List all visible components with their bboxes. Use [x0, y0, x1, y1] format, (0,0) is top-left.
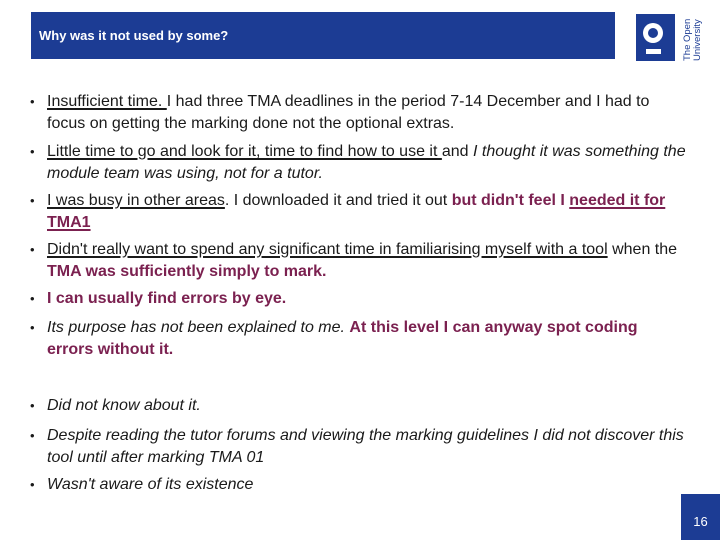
bullet-dot: • — [30, 291, 35, 306]
bullet-text-segment: Its purpose has not been explained to me. — [47, 319, 350, 336]
logo-text-line1: The Open — [682, 18, 693, 61]
bullet-text — [47, 425, 687, 469]
bullet-dot: • — [30, 320, 35, 335]
bullet-text — [47, 288, 687, 310]
logo-text-line2: University — [692, 19, 703, 61]
bullet-text-segment: Wasn't aware of its existence — [47, 476, 254, 493]
bullet-text-segment: Little time to go and look for it, time to find how to use it — [47, 143, 442, 160]
bullet-dot: • — [30, 428, 35, 443]
bullet-text — [47, 239, 687, 283]
page-number: 16 — [693, 514, 708, 529]
page-number-box — [681, 494, 720, 540]
bullet-text-segment: Did not know about it. — [47, 397, 201, 414]
bullet-text-segment: . I downloaded it and tried it out — [224, 192, 452, 209]
bullet-text — [47, 474, 687, 496]
bullet-dot: • — [30, 477, 35, 492]
bullet-text-segment: Despite reading the tutor forums and viewing the marking guidelines I did not discover this tool until after marking TMA 01 — [47, 427, 684, 466]
bullet-dot: • — [30, 242, 35, 257]
bullet-text-segment: I can usually find errors by eye. — [47, 290, 287, 307]
bullet-text-segment: I thought it was something the module team was using, not for a tutor. — [47, 143, 686, 182]
bullet-text-segment: TMA was sufficiently simply to mark. — [47, 263, 327, 280]
open-university-logo — [636, 14, 720, 64]
bullet-text-segment: At this level I can anyway spot coding errors without it. — [47, 319, 638, 358]
bullet-text — [47, 141, 687, 185]
bullet-text-segment: and — [441, 143, 474, 160]
bullet-dot: • — [30, 398, 35, 413]
bullet-text-segment: when the — [607, 241, 678, 258]
bullet-text — [47, 190, 687, 234]
bullet-text-segment: I was busy in other areas — [47, 192, 225, 209]
bullet-text-segment: Insufficient time. — [47, 93, 167, 110]
bullet-dot: • — [30, 144, 35, 159]
slide-title: Why was it not used by some? — [39, 28, 229, 43]
bullet-text-segment: Didn't really want to spend any significant time in familiarising myself with a tool — [47, 241, 608, 258]
bullet-dot: • — [30, 94, 35, 109]
slide-title-bar — [31, 12, 615, 59]
bullet-text — [47, 317, 687, 361]
bullet-dot: • — [30, 193, 35, 208]
bullet-text — [47, 91, 687, 135]
bullet-text-segment: I had three TMA deadlines in the period 7-14 December and I had to focus on getting the marking done not the optional extras. — [47, 93, 650, 132]
bullet-text — [47, 395, 687, 417]
bullet-text-segment: needed it for TMA1 — [47, 192, 666, 231]
bullet-text-segment: but didn't feel I — [451, 192, 565, 209]
